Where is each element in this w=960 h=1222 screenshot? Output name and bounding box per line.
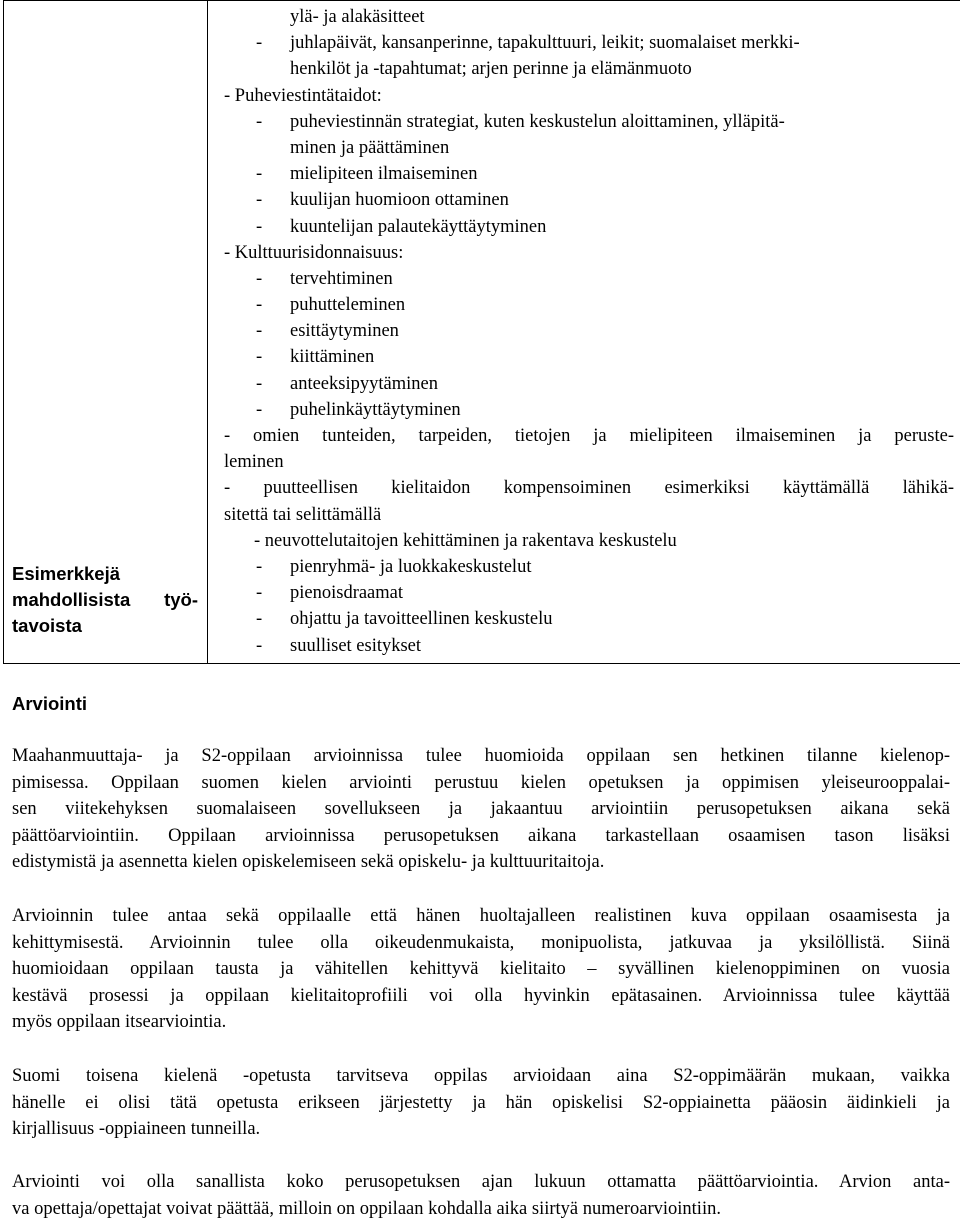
table-left-cell	[12, 561, 198, 639]
bullet-dash: -	[256, 109, 262, 135]
table-line-text: henkilöt ja -tapahtumat; arjen perinne ja elämänmuoto	[290, 56, 692, 82]
bullet-dash: -	[256, 292, 262, 318]
table-line	[224, 30, 954, 56]
table-line	[224, 187, 954, 213]
table-line-text: - puutteellisen kielitaidon kompensoiminen esimerkiksi käyttämällä lähikä-	[224, 475, 954, 501]
paragraph	[12, 743, 950, 876]
paragraph-line: pimisessa. Oppilaan suomen kielen arviointi perustuu kielen opetuksen ja oppimisen yleiseurooppalai-	[12, 770, 950, 797]
table-line-text: ohjattu ja tavoitteellinen keskustelu	[290, 606, 553, 632]
paragraph-line: edistymistä ja asennetta kielen opiskelemiseen sekä opiskelu- ja kulttuuritaitoja.	[12, 849, 950, 876]
table-line-text: anteeksipyytäminen	[290, 371, 438, 397]
section-heading: Arviointi	[12, 693, 87, 715]
paragraph	[12, 903, 950, 1036]
table-line-text: pienryhmä- ja luokkakeskustelut	[290, 554, 531, 580]
bullet-dash: -	[256, 580, 262, 606]
paragraph-line: Suomi toisena kielenä -opetusta tarvitseva oppilas arvioidaan aina S2-oppimäärän mukaan, vaikka	[12, 1063, 950, 1090]
table-right-cell	[224, 4, 954, 659]
left-cell-line: tavoista	[12, 613, 198, 639]
left-cell-word: työ-	[164, 587, 198, 613]
table-line-text: - neuvottelutaitojen kehittäminen ja rakentava keskustelu	[254, 528, 677, 554]
left-cell-line: Esimerkkejä	[12, 561, 198, 587]
bullet-dash: -	[256, 266, 262, 292]
paragraph-line: va opettaja/opettajat voivat päättää, milloin on oppilaan kohdalla aika siirtyä numeroarviointiin.	[12, 1196, 950, 1222]
table-line-text: leminen	[224, 449, 284, 475]
table-line-text: minen ja päättäminen	[290, 135, 449, 161]
paragraph-line: sen viitekehyksen suomalaiseen sovellukseen ja jakaantuu arviointiin perusopetuksen aikana sekä	[12, 796, 950, 823]
table-column-divider	[207, 1, 208, 663]
table-line	[224, 371, 954, 397]
table-line-text: puheviestinnän strategiat, kuten keskustelun aloittaminen, ylläpitä-	[290, 109, 785, 135]
paragraph	[12, 1169, 950, 1222]
table-line-text: tervehtiminen	[290, 266, 393, 292]
content-table	[3, 0, 960, 664]
table-line	[224, 4, 954, 30]
paragraph-line: hänelle ei olisi tätä opetusta erikseen järjestetty ja hän opiskelisi S2-oppiainetta pääosin äidinkieli ja	[12, 1090, 950, 1117]
table-line-text: suulliset esitykset	[290, 633, 421, 659]
paragraph-line: kirjallisuus -oppiaineen tunneilla.	[12, 1116, 950, 1143]
bullet-dash: -	[256, 30, 262, 56]
paragraph-line: kehittymisestä. Arvioinnin tulee olla oikeudenmukaista, monipuolista, jatkuvaa ja yksilöllistä. Siinä	[12, 930, 950, 957]
paragraph-line: huomioidaan oppilaan tausta ja vähitellen kehittyvä kielitaito – syvällinen kielenoppiminen on vuosia	[12, 956, 950, 983]
bullet-dash: -	[256, 606, 262, 632]
table-line	[224, 397, 954, 423]
table-line	[224, 580, 954, 606]
paragraph-line: Arviointi voi olla sanallista koko perusopetuksen ajan lukuun ottamatta päättöarviointia. Arvion anta-	[12, 1169, 950, 1196]
table-line-text: puhutteleminen	[290, 292, 405, 318]
table-line	[224, 528, 954, 554]
table-line	[224, 502, 954, 528]
bullet-dash: -	[256, 161, 262, 187]
table-line-text: juhlapäivät, kansanperinne, tapakulttuuri, leikit; suomalaiset merkki-	[290, 30, 800, 56]
table-line-text: kiittäminen	[290, 344, 374, 370]
table-line	[224, 423, 954, 449]
left-cell-line	[12, 587, 198, 613]
paragraph-line: myös oppilaan itsearviointia.	[12, 1009, 950, 1036]
table-line	[224, 266, 954, 292]
table-line-text: puhelinkäyttäytyminen	[290, 397, 461, 423]
table-line	[224, 318, 954, 344]
bullet-dash: -	[256, 554, 262, 580]
table-line-text: mielipiteen ilmaiseminen	[290, 161, 478, 187]
table-line	[224, 214, 954, 240]
bullet-dash: -	[256, 371, 262, 397]
paragraph-line: Arvioinnin tulee antaa sekä oppilaalle että hänen huoltajalleen realistinen kuva oppilaan osaamisesta ja	[12, 903, 950, 930]
bullet-dash: -	[256, 187, 262, 213]
table-line-text: esittäytyminen	[290, 318, 399, 344]
table-line	[224, 56, 954, 82]
paragraph	[12, 1063, 950, 1143]
bullet-dash: -	[256, 318, 262, 344]
table-line	[224, 633, 954, 659]
paragraph-line: Maahanmuuttaja- ja S2-oppilaan arvioinnissa tulee huomioida oppilaan sen hetkinen tilanne kielenop-	[12, 743, 950, 770]
table-line	[224, 475, 954, 501]
table-line	[224, 606, 954, 632]
bullet-dash: -	[256, 214, 262, 240]
table-line	[224, 554, 954, 580]
bullet-dash: -	[256, 344, 262, 370]
table-line-text: sitettä tai selittämällä	[224, 502, 381, 528]
table-line-text: kuulijan huomioon ottaminen	[290, 187, 509, 213]
table-line	[224, 240, 954, 266]
table-line	[224, 109, 954, 135]
table-line-text: ylä- ja alakäsitteet	[290, 4, 425, 30]
table-line-text: - omien tunteiden, tarpeiden, tietojen ja mielipiteen ilmaiseminen ja peruste-	[224, 423, 954, 449]
table-line	[224, 344, 954, 370]
left-cell-word: mahdollisista	[12, 587, 130, 613]
table-line	[224, 292, 954, 318]
table-line	[224, 83, 954, 109]
table-line	[224, 161, 954, 187]
table-line-text: - Kulttuurisidonnaisuus:	[224, 240, 403, 266]
table-line-text: kuuntelijan palautekäyttäytyminen	[290, 214, 546, 240]
bullet-dash: -	[256, 397, 262, 423]
bullet-dash: -	[256, 633, 262, 659]
table-line	[224, 449, 954, 475]
table-line-text: pienoisdraamat	[290, 580, 403, 606]
table-line	[224, 135, 954, 161]
paragraph-line: kestävä prosessi ja oppilaan kielitaitoprofiili voi olla hyvinkin epätasainen. Arvioinnissa tulee käyttää	[12, 983, 950, 1010]
table-line-text: - Puheviestintätaidot:	[224, 83, 382, 109]
paragraph-line: päättöarviointiin. Oppilaan arvioinnissa perusopetuksen aikana tarkastellaan osaamisen tason lisäksi	[12, 823, 950, 850]
